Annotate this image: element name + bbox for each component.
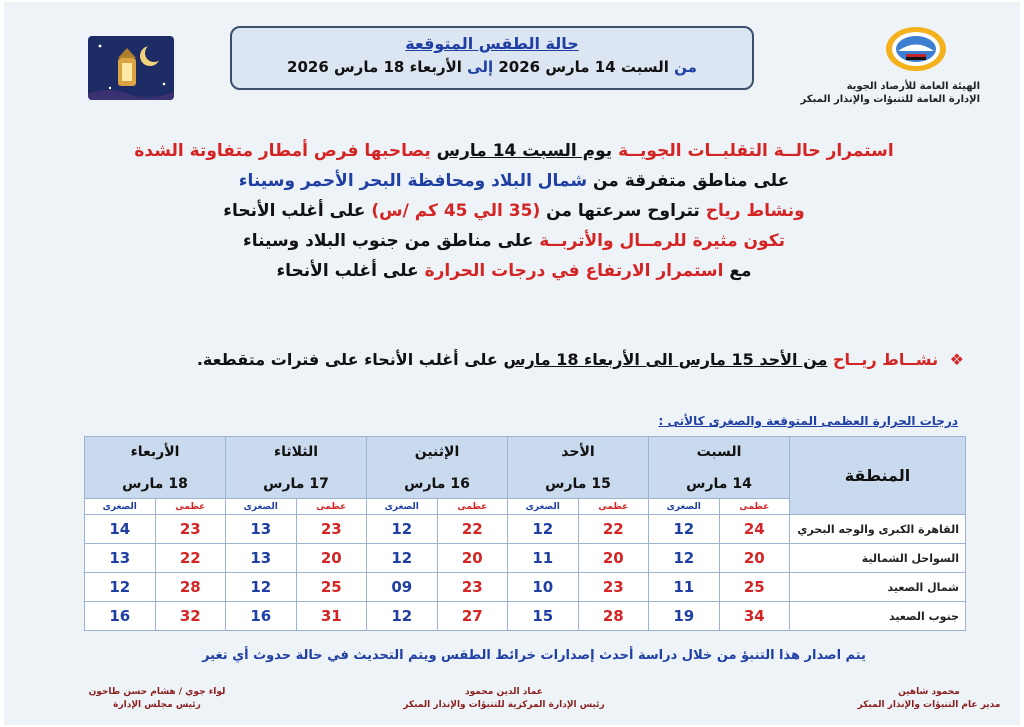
max-temp: 25 bbox=[296, 573, 367, 602]
table-row bbox=[85, 544, 966, 573]
max-temp: 24 bbox=[719, 515, 790, 544]
from-date: السبت 14 مارس 2026 bbox=[498, 58, 669, 76]
min-temp: 13 bbox=[226, 544, 297, 573]
min-temp: 09 bbox=[367, 573, 438, 602]
max-temp: 28 bbox=[155, 573, 226, 602]
table-row bbox=[85, 515, 966, 544]
min-temp: 11 bbox=[649, 573, 720, 602]
signature-2 bbox=[394, 686, 614, 712]
max-temp: 22 bbox=[155, 544, 226, 573]
agency-line-1: الهيئة العامة للأرصاد الجوية bbox=[846, 81, 980, 92]
title-box bbox=[230, 26, 754, 90]
min-temp: 12 bbox=[85, 573, 156, 602]
wind-bullet bbox=[104, 350, 964, 369]
page-title: حالة الطقس المتوقعة bbox=[405, 34, 579, 53]
day-header bbox=[367, 437, 508, 499]
update-notice: يتم اصدار هذا التنبؤ من خلال دراسة أحدث إصدارات خرائط الطقس ويتم التحديث في حالة حدوث أي تغير bbox=[202, 648, 866, 663]
min-temp: 12 bbox=[649, 544, 720, 573]
max-label: عظمى bbox=[155, 499, 226, 515]
signature-3 bbox=[82, 686, 232, 712]
day-name: الثلاثاء bbox=[273, 443, 319, 460]
max-temp: 23 bbox=[155, 515, 226, 544]
max-label: عظمى bbox=[578, 499, 649, 515]
signature-3-title: رئيس مجلس الإدارة bbox=[113, 700, 201, 710]
temperature-table bbox=[84, 436, 966, 631]
bulletin-sheet bbox=[4, 2, 1020, 725]
min-temp: 12 bbox=[649, 515, 720, 544]
summary-l1-b: يوم السبت 14 مارس bbox=[436, 141, 613, 161]
summary-l3-b: تتراوح سرعتها من bbox=[546, 201, 700, 221]
agency-name bbox=[801, 80, 981, 106]
bullet-b: من الأحد 15 مارس الى الأربعاء 18 مارس bbox=[503, 350, 828, 369]
max-temp: 22 bbox=[578, 515, 649, 544]
temps-caption: درجات الحرارة العظمى المتوقعة والصغرى كالأتى : bbox=[658, 414, 958, 428]
agency-line-2: الإدارة العامة للتنبؤات والإنذار المبكر bbox=[800, 94, 980, 105]
forecast-summary bbox=[104, 136, 924, 286]
max-temp: 20 bbox=[296, 544, 367, 573]
region-header: المنطقة bbox=[790, 437, 966, 515]
min-label: الصغرى bbox=[226, 499, 297, 515]
min-temp: 10 bbox=[508, 573, 579, 602]
day-name: السبت bbox=[696, 443, 742, 460]
region-name: السواحل الشمالية bbox=[790, 544, 966, 573]
max-temp: 22 bbox=[437, 515, 508, 544]
max-label: عظمى bbox=[437, 499, 508, 515]
signature-1-title: مدير عام التنبؤات والإنذار المبكر bbox=[857, 700, 1001, 710]
day-name: الأحد bbox=[561, 443, 595, 460]
region-name: شمال الصعيد bbox=[790, 573, 966, 602]
min-temp: 16 bbox=[226, 602, 297, 631]
day-header bbox=[226, 437, 367, 499]
summary-l3-d: على أغلب الأنحاء bbox=[223, 201, 366, 221]
summary-l3-c: (35 الي 45 كم /س) bbox=[371, 201, 541, 221]
min-label: الصغرى bbox=[649, 499, 720, 515]
max-temp: 23 bbox=[437, 573, 508, 602]
day-date: 18 مارس bbox=[122, 475, 188, 492]
min-temp: 13 bbox=[85, 544, 156, 573]
min-temp: 13 bbox=[226, 515, 297, 544]
max-temp: 20 bbox=[719, 544, 790, 573]
max-temp: 25 bbox=[719, 573, 790, 602]
day-date: 16 مارس bbox=[404, 475, 470, 492]
day-header bbox=[649, 437, 790, 499]
summary-line-2 bbox=[104, 166, 924, 196]
day-header bbox=[85, 437, 226, 499]
summary-l4-a: تكون مثيرة للرمــال والأتربــة bbox=[539, 231, 785, 251]
max-label: عظمى bbox=[719, 499, 790, 515]
table-row bbox=[85, 602, 966, 631]
to-date: الأربعاء 18 مارس 2026 bbox=[287, 58, 462, 76]
day-header bbox=[508, 437, 649, 499]
bullet-c: على أغلب الأنحاء على فترات متقطعة. bbox=[196, 350, 498, 369]
day-date: 14 مارس bbox=[686, 475, 752, 492]
max-temp: 27 bbox=[437, 602, 508, 631]
max-temp: 32 bbox=[155, 602, 226, 631]
summary-l2-a: على مناطق متفرقة من bbox=[592, 171, 790, 191]
signature-1-name: محمود شاهين bbox=[898, 687, 960, 697]
max-temp: 20 bbox=[437, 544, 508, 573]
table-header-row bbox=[85, 437, 966, 499]
max-temp: 28 bbox=[578, 602, 649, 631]
temperature-table-body bbox=[85, 437, 966, 631]
day-date: 17 مارس bbox=[263, 475, 329, 492]
min-temp: 12 bbox=[508, 515, 579, 544]
summary-line-1 bbox=[104, 136, 924, 166]
signature-1 bbox=[854, 686, 1004, 712]
min-temp: 19 bbox=[649, 602, 720, 631]
max-temp: 20 bbox=[578, 544, 649, 573]
min-label: الصغرى bbox=[367, 499, 438, 515]
date-range bbox=[232, 58, 752, 76]
min-temp: 15 bbox=[508, 602, 579, 631]
max-temp: 23 bbox=[578, 573, 649, 602]
min-temp: 12 bbox=[226, 573, 297, 602]
min-temp: 14 bbox=[85, 515, 156, 544]
min-temp: 12 bbox=[367, 515, 438, 544]
ramadan-lantern-image bbox=[88, 36, 174, 100]
max-temp: 34 bbox=[719, 602, 790, 631]
min-temp: 16 bbox=[85, 602, 156, 631]
day-name: الإثنين bbox=[414, 443, 460, 460]
summary-l5-a: مع bbox=[729, 261, 752, 281]
summary-line-4 bbox=[104, 226, 924, 256]
summary-l5-b: استمرار الارتفاع في درجات الحرارة bbox=[424, 261, 724, 281]
min-label: الصغرى bbox=[85, 499, 156, 515]
summary-l2-b: شمال البلاد ومحافظة البحر الأحمر وسيناء bbox=[238, 171, 588, 191]
max-temp: 31 bbox=[296, 602, 367, 631]
signature-2-name: عماد الدين محمود bbox=[465, 687, 543, 697]
summary-line-5 bbox=[104, 256, 924, 286]
bullet-icon: ❖ bbox=[949, 350, 964, 369]
summary-l4-b: على مناطق من جنوب البلاد وسيناء bbox=[243, 231, 534, 251]
table-row bbox=[85, 573, 966, 602]
min-label: الصغرى bbox=[508, 499, 579, 515]
day-name: الأربعاء bbox=[130, 443, 180, 460]
region-name: القاهرة الكبرى والوجه البحري bbox=[790, 515, 966, 544]
min-temp: 12 bbox=[367, 544, 438, 573]
summary-l5-c: على أغلب الأنحاء bbox=[276, 261, 419, 281]
min-temp: 11 bbox=[508, 544, 579, 573]
min-temp: 12 bbox=[367, 602, 438, 631]
ema-logo bbox=[884, 24, 948, 74]
summary-l1-c: يصاحبها فرص أمطار متفاوتة الشدة bbox=[134, 141, 431, 161]
signature-3-name: لواء جوي / هشام حسن طاحون bbox=[88, 687, 226, 697]
summary-l1-a: استمرار حالــة التقلبــات الجويــة bbox=[618, 141, 894, 161]
region-name: جنوب الصعيد bbox=[790, 602, 966, 631]
signature-2-title: رئيس الإدارة المركزية للتنبؤات والإنذار المبكر bbox=[403, 700, 605, 710]
summary-line-3 bbox=[104, 196, 924, 226]
summary-l3-a: ونشاط رياح bbox=[705, 201, 805, 221]
bullet-a: نشــاط ريــاح bbox=[832, 350, 939, 369]
max-label: عظمى bbox=[296, 499, 367, 515]
to-word: إلى bbox=[467, 58, 494, 76]
day-date: 15 مارس bbox=[545, 475, 611, 492]
from-word: من bbox=[674, 58, 697, 76]
max-temp: 23 bbox=[296, 515, 367, 544]
